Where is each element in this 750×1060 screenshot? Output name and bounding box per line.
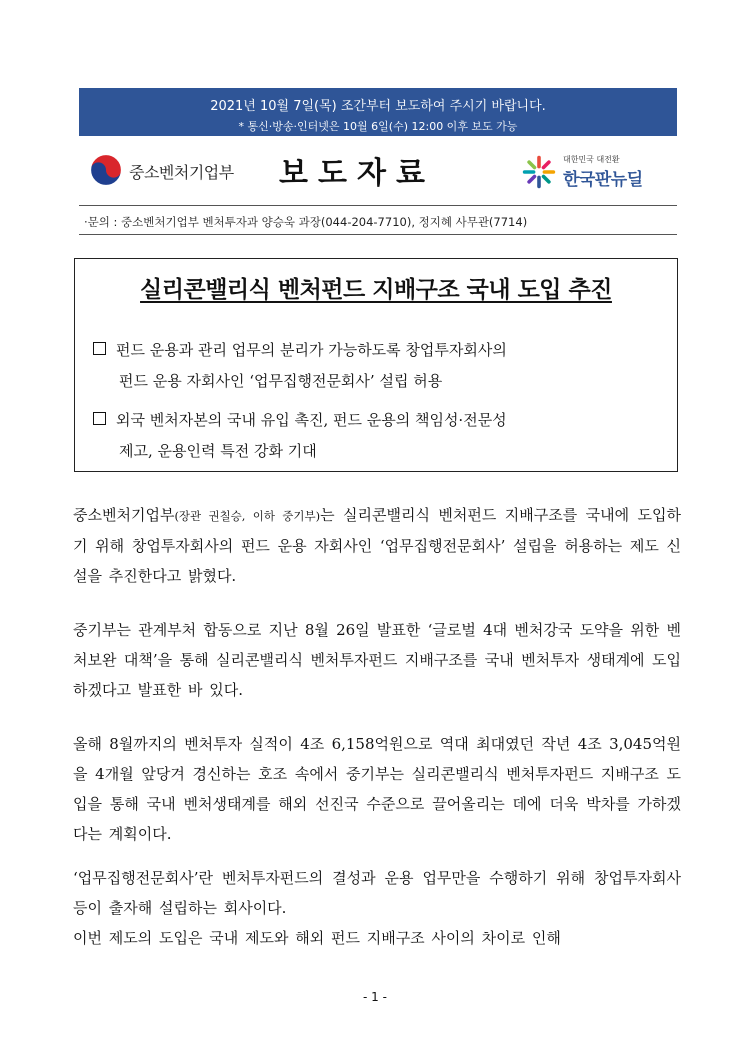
- p1-note: (장관 권칠승, 이하 중기부): [174, 509, 321, 523]
- embargo-line-2: * 통신·방송·인터넷은 10월 6일(수) 12:00 이후 보도 가능: [238, 120, 518, 133]
- paragraph-2: 중기부는 관계부처 합동으로 지난 8월 26일 발표한 ‘글로벌 4대 벤처강국 도약을 위한 벤처보완 대책’을 통해 실리콘밸리식 벤처투자펀드 지배구조를 국내 벤처투자 생태계에 도입하겠다고 발표한 바 있다.: [73, 621, 681, 699]
- bullet-1-line-1: 펀드 운용과 관리 업무의 분리가 가능하도록 창업투자회사의: [116, 341, 507, 359]
- newdeal-tagline: 대한민국 대전환: [563, 155, 620, 164]
- paragraph-3: 올해 8월까지의 벤처투자 실적이 4조 6,158억원으로 역대 최대였던 작년 4조 3,045억원을 4개월 앞당겨 경신하는 호조 속에서 중기부는 실리콘밸리식 벤처투자펀드 지배구조 도입을 통해 국내 벤처생태계를 해외 선진국 수준으로 끌어올리는 데에 더욱 박차를 가하겠다는 계획이다.: [73, 735, 681, 843]
- paragraph-5: 이번 제도의 도입은 국내 제도와 해외 펀드 지배구조 사이의 차이로 인해: [73, 929, 561, 947]
- summary-bullet-1: [93, 335, 663, 397]
- newdeal-star-icon: [521, 154, 557, 190]
- embargo-line-1: 2021년 10월 7일(목) 조간부터 보도하여 주시기 바랍니다.: [210, 99, 546, 114]
- press-release-title: 보도자료: [279, 156, 435, 191]
- summary-bullet-2: [93, 405, 663, 467]
- bullet-2-line-2: 제고, 운용인력 특전 강화 기대: [119, 442, 317, 460]
- checkbox-square-icon: [93, 412, 106, 425]
- ministry-name: 중소벤처기업부: [129, 163, 234, 182]
- p1-text: 는 실리콘밸리식 벤처펀드 지배구조를 국내에 도입하기 위해 창업투자회사의 펀드 운용 자회사인 ‘업무집행전문회사’ 설립을 허용하는 제도 신설을 추진한다고 밝혔다.: [73, 506, 681, 585]
- headline: 실리콘밸리식 벤처펀드 지배구조 국내 도입 추진: [140, 277, 612, 303]
- contact-divider: [79, 234, 677, 235]
- paragraph-4: ‘업무집행전문회사’란 벤처투자펀드의 결성과 운용 업무만을 수행하기 위해 창업투자회사 등이 출자해 설립하는 회사이다.: [73, 869, 681, 917]
- contact-info: ·문의 : 중소벤처기업부 벤처투자과 양승욱 과장(044-204-7710), 정지혜 사무관(7714): [84, 215, 528, 229]
- bullet-1-line-2: 펀드 운용 자회사인 ‘업무집행전문회사’ 설립 허용: [119, 372, 443, 390]
- embargo-banner: [79, 88, 677, 136]
- taegeuk-emblem-icon: [89, 153, 123, 187]
- paragraph-1: [73, 500, 681, 591]
- newdeal-name: 한국판뉴딜: [563, 170, 643, 190]
- press-header: [79, 140, 677, 204]
- checkbox-square-icon: [93, 342, 106, 355]
- header-divider: [79, 205, 677, 206]
- page-number: - 1 -: [363, 990, 387, 1004]
- bullet-2-line-1: 외국 벤처자본의 국내 유입 촉진, 펀드 운용의 책임성·전문성: [116, 411, 507, 429]
- summary-box: [74, 258, 678, 472]
- p1-ministry: 중소벤처기업부: [73, 506, 175, 524]
